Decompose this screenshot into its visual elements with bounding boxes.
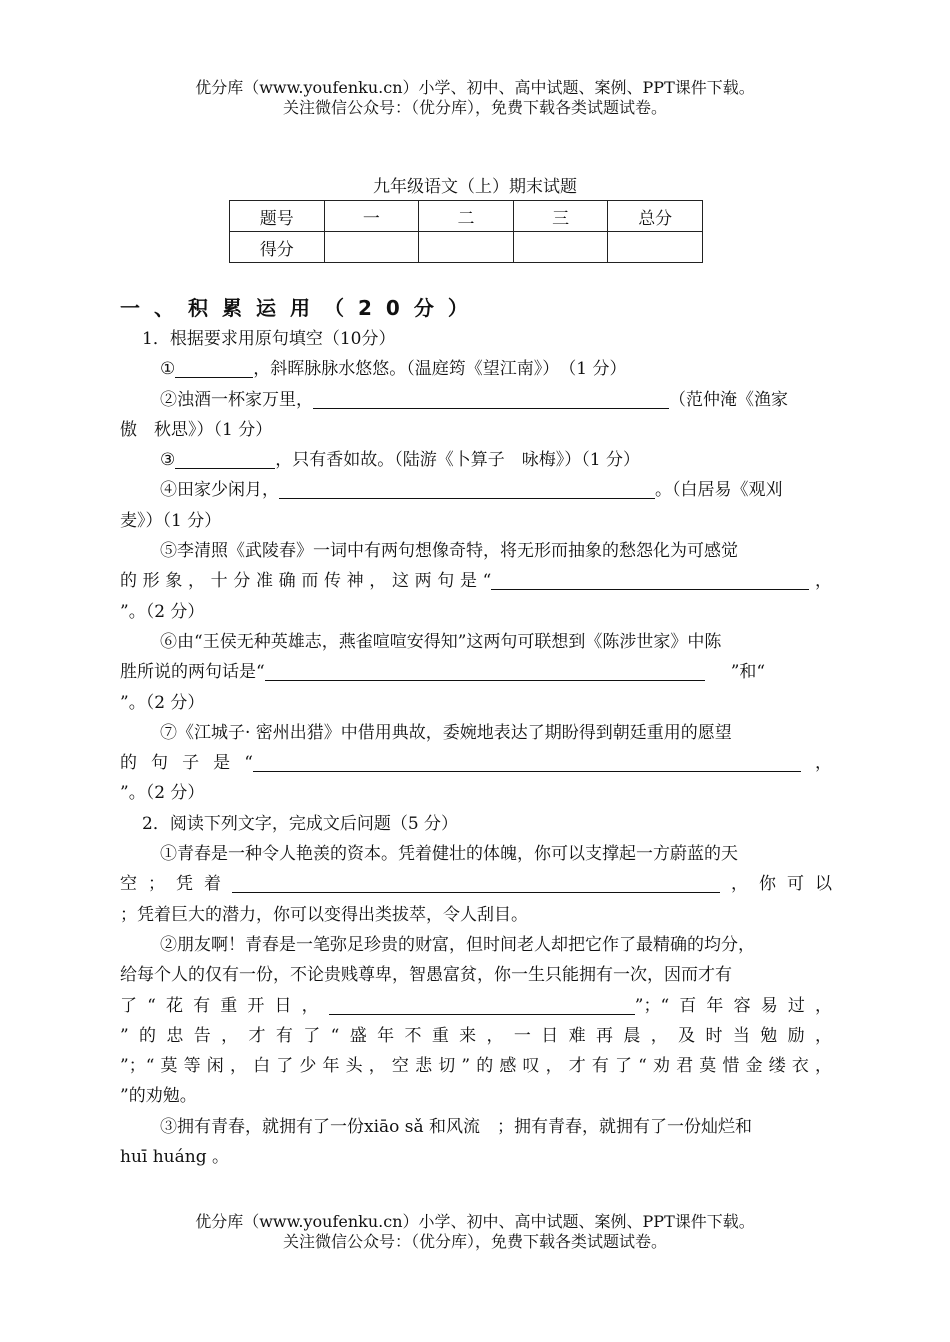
score-cell-1[interactable] — [324, 232, 419, 263]
answer-blank[interactable] — [329, 992, 635, 1015]
section-heading: 一、积累运用（20分） — [120, 296, 482, 320]
answer-blank[interactable] — [279, 476, 655, 499]
q2-para-3-line2: huī huáng 。 — [120, 1147, 230, 1168]
q2-para-2-line4: ”的忠告，才有了“盛年不重来，一日难再晨，及时当勉励， — [120, 1025, 832, 1046]
question-2-heading: 2．阅读下列文字，完成文后问题（5 分） — [142, 813, 459, 834]
answer-blank[interactable] — [232, 870, 720, 893]
q1-item-1: ① ，斜晖脉脉水悠悠。（温庭筠《望江南》） （1 分） — [120, 354, 832, 384]
q1-item-7: ⑦《江城子· 密州出猎》中借用典故，委婉地表达了期盼得到朝廷重用的愿望 — [160, 722, 732, 743]
exam-body — [120, 292, 832, 1172]
footer-line-1: 优分库（www.youfenku.cn）小学、初中、高中试题、案例、PPT课件下载。 — [195, 1212, 755, 1231]
exam-title: 九年级语文（上）期末试题 — [373, 177, 577, 197]
q2-para-3: ③拥有青春，就拥有了一份xiāo sǎ 和风流 ；拥有青春，就拥有了一份灿烂和 — [160, 1116, 753, 1137]
answer-blank[interactable] — [491, 567, 809, 590]
answer-blank[interactable] — [313, 386, 669, 409]
footer-line-2: 关注微信公众号：（优分库），免费下载各类试题试卷。 — [282, 1232, 667, 1251]
header-line-1: 优分库（www.youfenku.cn）小学、初中、高中试题、案例、PPT课件下载。 — [195, 78, 755, 97]
q1-item-3: ③ ，只有香如故。（陆游《卜算子 咏梅》）（1 分） — [120, 445, 832, 475]
score-table — [229, 200, 703, 263]
score-table-row-header — [230, 201, 703, 232]
q1-item-6-line2: 胜所说的两句话是“ ”和“ — [120, 657, 832, 687]
cell-label-score: 得分 — [230, 232, 325, 263]
q1-item-7-line2: 的句子是“ ， — [120, 748, 832, 778]
page-header — [0, 78, 950, 118]
cell-section-2: 二 — [419, 201, 514, 232]
answer-blank[interactable] — [253, 749, 801, 772]
cell-total: 总分 — [608, 201, 703, 232]
q1-item-6-line3: ”。（2 分） — [120, 692, 205, 713]
q1-item-2-cont: 傲 秋思》）（1 分） — [120, 419, 273, 440]
q2-para-1-line2: 空；凭着 ，你可以 — [120, 869, 832, 899]
q1-item-5-line2: 的形象，十分准确而传神，这两句是“ ， — [120, 566, 832, 596]
score-cell-total[interactable] — [608, 232, 703, 263]
score-table-row-score — [230, 232, 703, 263]
cell-label-question: 题号 — [230, 201, 325, 232]
q1-item-7-line3: ”。（2 分） — [120, 783, 205, 804]
q2-para-2-line2: 给每个人的仅有一份，不论贵贱尊卑，智愚富贫，你一生只能拥有一次，因而才有 — [120, 965, 732, 986]
q2-para-2-line6: ”的劝勉。 — [120, 1086, 197, 1107]
q1-item-6: ⑥由“王侯无种英雄志，燕雀喧喧安得知”这两句可联想到《陈涉世家》中陈 — [160, 631, 722, 652]
score-cell-2[interactable] — [419, 232, 514, 263]
score-cell-3[interactable] — [513, 232, 608, 263]
header-line-2: 关注微信公众号：（优分库），免费下载各类试题试卷。 — [282, 98, 667, 117]
q1-item-5-line3: ”。（2 分） — [120, 601, 205, 622]
q2-para-2: ②朋友啊！青春是一笔弥足珍贵的财富，但时间老人却把它作了最精确的均分， — [160, 934, 755, 955]
answer-blank[interactable] — [265, 658, 705, 681]
q1-item-4: ④田家少闲月， 。（白居易《观刈 — [120, 475, 832, 505]
q2-para-1: ①青春是一种令人艳羡的资本。凭着健壮的体魄，你可以支撑起一方蔚蓝的天 — [160, 844, 738, 865]
q1-item-4-cont: 麦》）（1 分） — [120, 510, 222, 531]
answer-blank[interactable] — [175, 446, 275, 469]
q2-para-2-line3: 了“花有重开日， ”；“百年容易过， — [120, 991, 832, 1021]
page-footer — [0, 1212, 950, 1252]
question-1-heading: 1．根据要求用原句填空（10分） — [142, 329, 396, 349]
cell-section-1: 一 — [324, 201, 419, 232]
q2-para-2-line5: ”；“莫等闲，白了少年头，空悲切”的感叹，才有了“劝君莫惜金缕衣， — [120, 1056, 832, 1077]
q1-item-2: ②浊酒一杯家万里， （范仲淹《渔家 — [120, 385, 832, 415]
answer-blank[interactable] — [175, 355, 253, 378]
q2-para-1-line3: ；凭着巨大的潜力，你可以变得出类拔萃，令人刮目。 — [120, 904, 528, 925]
cell-section-3: 三 — [513, 201, 608, 232]
q1-item-5: ⑤李清照《武陵春》一词中有两句想像奇特，将无形而抽象的愁怨化为可感觉 — [160, 541, 738, 562]
